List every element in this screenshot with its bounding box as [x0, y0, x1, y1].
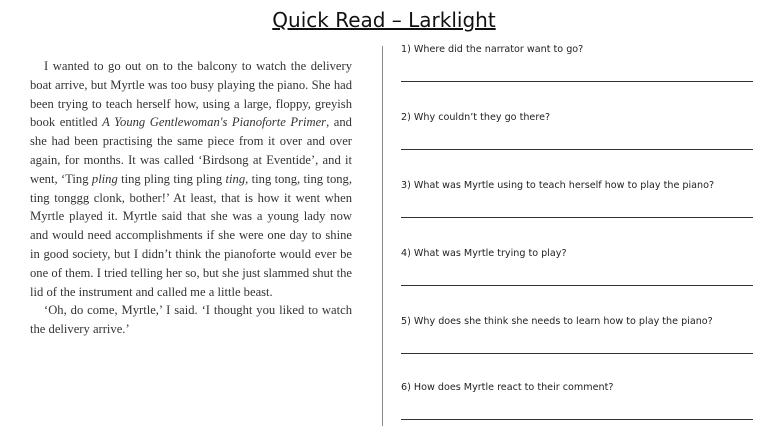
question-text: 6) How does Myrtle react to their comment?	[401, 382, 614, 393]
question-2	[401, 112, 756, 123]
question-text: 4) What was Myrtle trying to play?	[401, 248, 567, 259]
answer-line[interactable]	[401, 285, 753, 286]
passage-paragraph-2: ‘Oh, do come, Myrtle,’ I said. ‘I thought you liked to watch the delivery arrive.’	[30, 303, 352, 337]
question-text: 3) What was Myrtle using to teach herself how to play the piano?	[401, 180, 715, 191]
answer-line[interactable]	[401, 217, 753, 218]
page-title: Quick Read – Larklight	[272, 8, 496, 32]
question-6	[401, 382, 756, 393]
passage-text: ting pling ting pling	[117, 171, 226, 186]
question-1	[401, 44, 756, 55]
question-text: 1) Where did the narrator want to go?	[401, 44, 584, 55]
reading-passage	[30, 57, 352, 339]
passage-italic: ting,	[225, 171, 249, 186]
book-title: A Young Gentlewoman's Pianoforte Primer	[102, 115, 327, 130]
column-divider	[382, 46, 383, 426]
question-text: 5) Why does she think she needs to learn how to play the piano?	[401, 316, 713, 327]
answer-line[interactable]	[401, 419, 753, 420]
answer-line[interactable]	[401, 353, 753, 354]
passage-text: , and she had been practising the same piece from it over and over again, for months. It was called ‘Birdsong at Eventide’, and it went, ‘Ting	[30, 115, 352, 186]
passage-paragraph-1	[30, 57, 352, 301]
passage-text: ting tong, ting tong, ting tonggg clonk, bother!’ At least, that is how it went when Myrtle played it. Myrtle said that she was a young lady now and would need accomplishments if she were one day to shine in good society, but I didn’t think the pianoforte would ever be one of them. I tried telling her so, but she just slammed shut the lid of the instrument and called me a little beast.	[30, 171, 352, 299]
question-4	[401, 248, 756, 259]
answer-line[interactable]	[401, 81, 753, 82]
answer-line[interactable]	[401, 149, 753, 150]
question-3	[401, 180, 756, 191]
passage-text: I wanted to go out on to the balcony to watch the delivery boat arrive, but Myrtle was too busy playing the piano. She had been trying to teach herself how, using a large, floppy, greyish book entitled	[30, 59, 352, 130]
question-text: 2) Why couldn’t they go there?	[401, 112, 551, 123]
passage-italic: pling	[91, 171, 118, 186]
question-5	[401, 316, 756, 327]
